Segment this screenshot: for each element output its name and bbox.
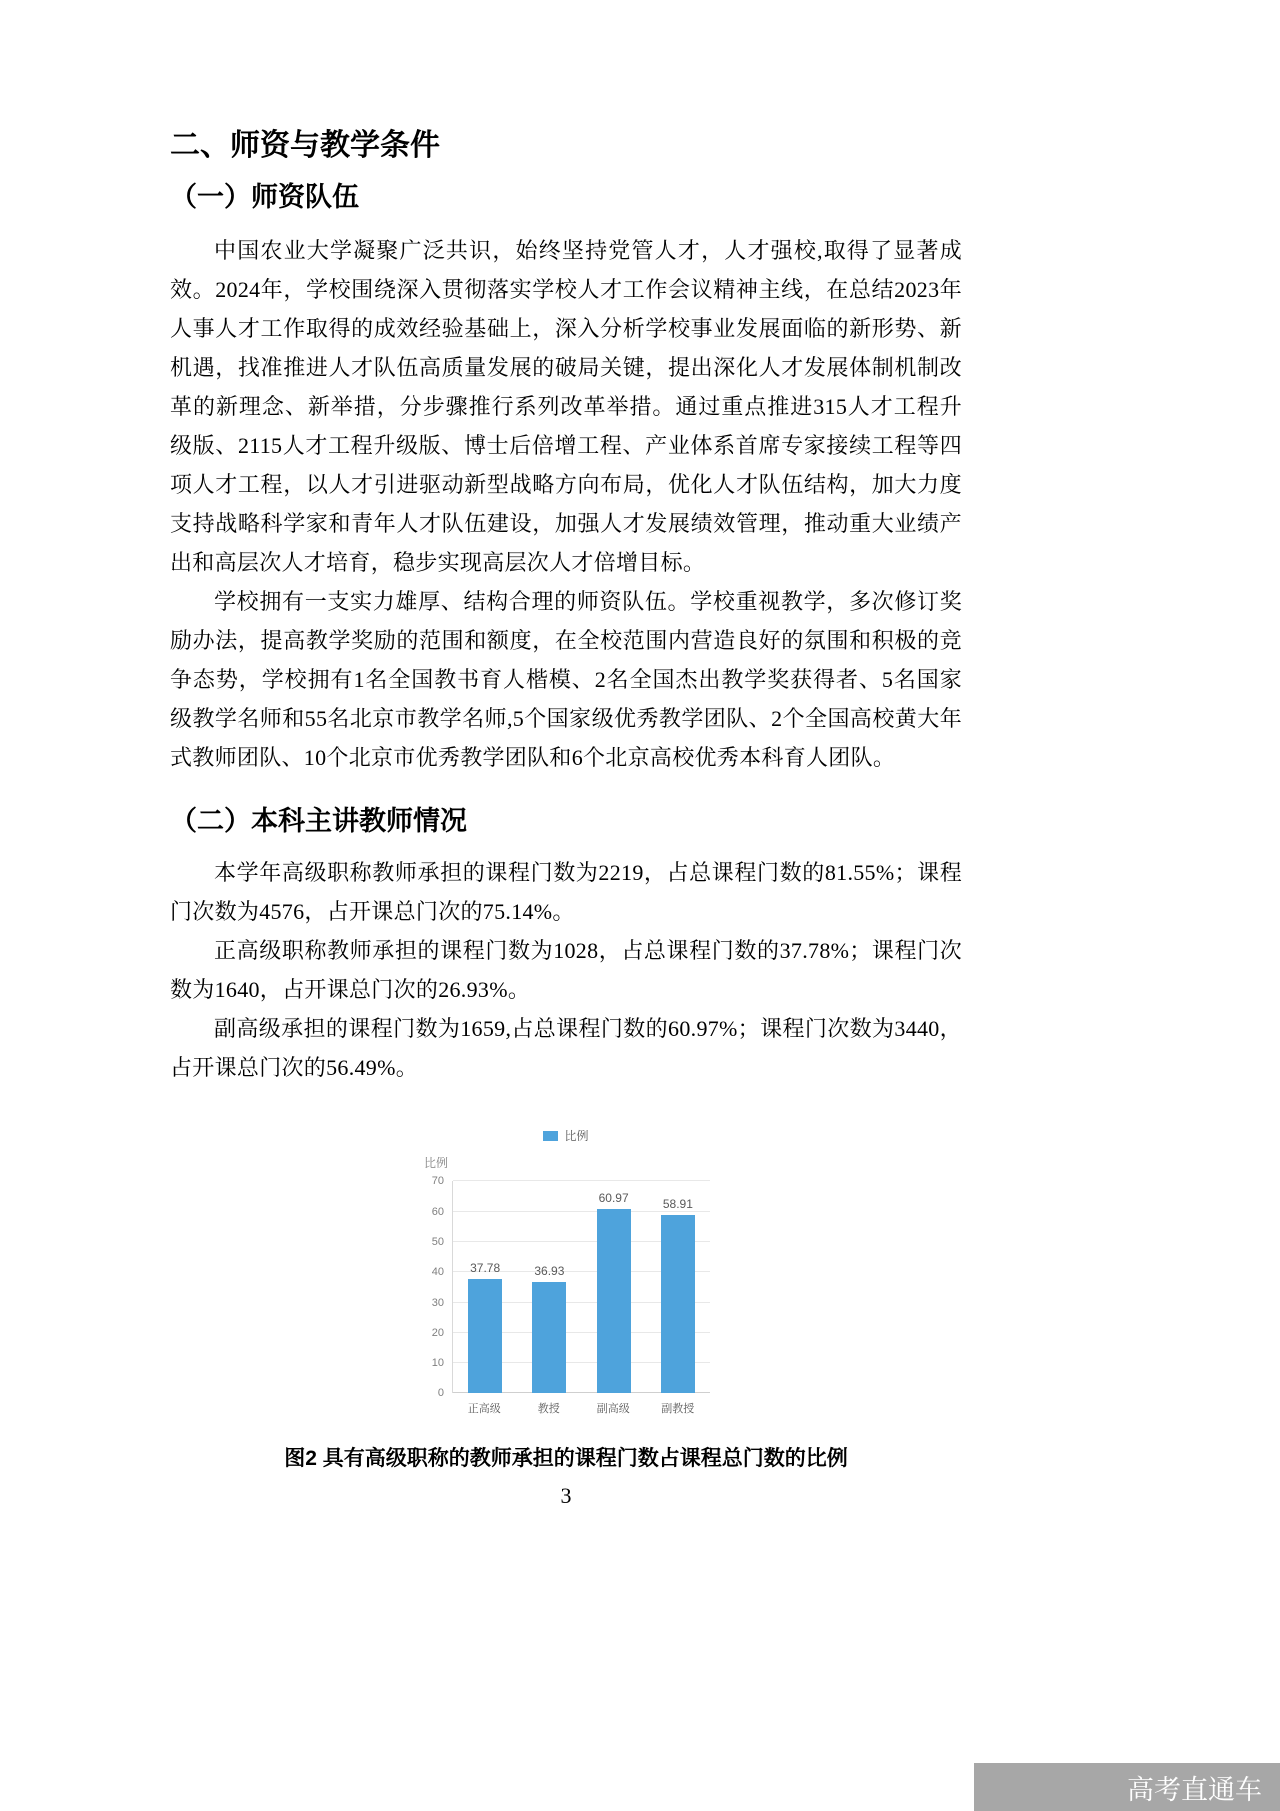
y-axis-title: 比例: [424, 1156, 449, 1171]
x-tick: 副教授: [661, 1403, 695, 1416]
x-tick: 教授: [537, 1403, 560, 1416]
bar-fugaoji: [597, 1209, 631, 1394]
chart-plot-row: [422, 1175, 710, 1400]
x-axis: [452, 1400, 710, 1416]
subsection-heading-lecturers: （二）本科主讲教师情况: [170, 805, 467, 836]
paragraph-full-senior-courses: 正高级职称教师承担的课程门数为1028，占总课程门数的37.78%；课程门次数为1640，占开课总门次的26.93%。: [170, 938, 962, 1003]
bars: [453, 1181, 710, 1393]
bar-group: [517, 1181, 581, 1393]
bar-value-label: 58.91: [662, 1196, 693, 1211]
watermark-banner: 高考直通车: [974, 1763, 1280, 1811]
text-content: [170, 126, 962, 1472]
bar-fujiaoshou: [661, 1215, 695, 1393]
y-tick: 0: [437, 1387, 444, 1400]
bar-jiaoshou: [532, 1282, 566, 1394]
bar-group: [646, 1181, 710, 1393]
legend-swatch-icon: [543, 1131, 558, 1141]
bar-chart: [422, 1127, 710, 1416]
bar-value-label: 36.93: [534, 1263, 565, 1278]
y-axis: [422, 1175, 452, 1400]
bar-zhenggaoji: [468, 1279, 502, 1393]
bar-value-label: 37.78: [470, 1260, 501, 1275]
chart-legend: [422, 1127, 710, 1144]
paragraph-senior-title-courses: 本学年高级职称教师承担的课程门数为2219，占总课程门数的81.55%；课程门次数为4576，占开课总门次的75.14%。: [170, 860, 962, 925]
legend-label: 比例: [564, 1129, 589, 1144]
subsection-heading-faculty: （一）师资队伍: [170, 181, 359, 212]
paragraph-faculty-awards: 学校拥有一支实力雄厚、结构合理的师资队伍。学校重视教学，多次修订奖励办法，提高教学奖励的范围和额度，在全校范围内营造良好的氛围和积极的竞争态势，学校拥有1名全国教书育人楷模、2名全国杰出教学奖获得者、5名国家级教学名师和55名北京市教学名师,5个国家级优秀教学团队、2个全国高校黄大年式教师团队、10个北京市优秀教学团队和6个北京高校优秀本科育人团队。: [170, 588, 962, 770]
y-tick: 20: [431, 1326, 444, 1339]
figure-2-chart: [170, 1127, 962, 1416]
figure-caption: 图2 具有高级职称的教师承担的课程门数占课程总门数的比例: [284, 1447, 848, 1471]
bar-group: [453, 1181, 517, 1393]
page-number: 3: [560, 1483, 572, 1508]
bar-value-label: 60.97: [598, 1190, 629, 1205]
x-tick: 正高级: [467, 1403, 501, 1416]
y-tick: 60: [431, 1205, 444, 1218]
section-heading: 二、师资与教学条件: [170, 129, 440, 162]
paragraph-associate-senior-courses: 副高级承担的课程门数为1659,占总课程门数的60.97%；课程门次数为3440，占开课总门次的56.49%。: [170, 1016, 962, 1081]
y-tick: 30: [431, 1296, 444, 1309]
y-tick: 50: [431, 1235, 444, 1248]
x-tick: 副高级: [596, 1403, 630, 1416]
y-tick: 40: [431, 1266, 444, 1279]
y-tick: 10: [431, 1357, 444, 1370]
paragraph-talent-work: 中国农业大学凝聚广泛共识，始终坚持党管人才，人才强校,取得了显著成效。2024年，学校围绕深入贯彻落实学校人才工作会议精神主线，在总结2023年人事人才工作取得的成效经验基础上，深入分析学校事业发展面临的新形势、新机遇，找准推进人才队伍高质量发展的破局关键，提出深化人才发展体制机制改革的新理念、新举措，分步骤推行系列改革举措。通过重点推进315人才工程升级版、2115人才工程升级版、博士后倍增工程、产业体系首席专家接续工程等四项人才工程，以人才引进驱动新型战略方向布局，优化人才队伍结构，加大力度支持战略科学家和青年人才队伍建设，加强人才发展绩效管理，推动重大业绩产出和高层次人才培育，稳步实现高层次人才倍增目标。: [170, 237, 962, 575]
y-tick: 70: [431, 1175, 444, 1188]
bar-group: [582, 1181, 646, 1393]
plot-area: [452, 1181, 710, 1393]
